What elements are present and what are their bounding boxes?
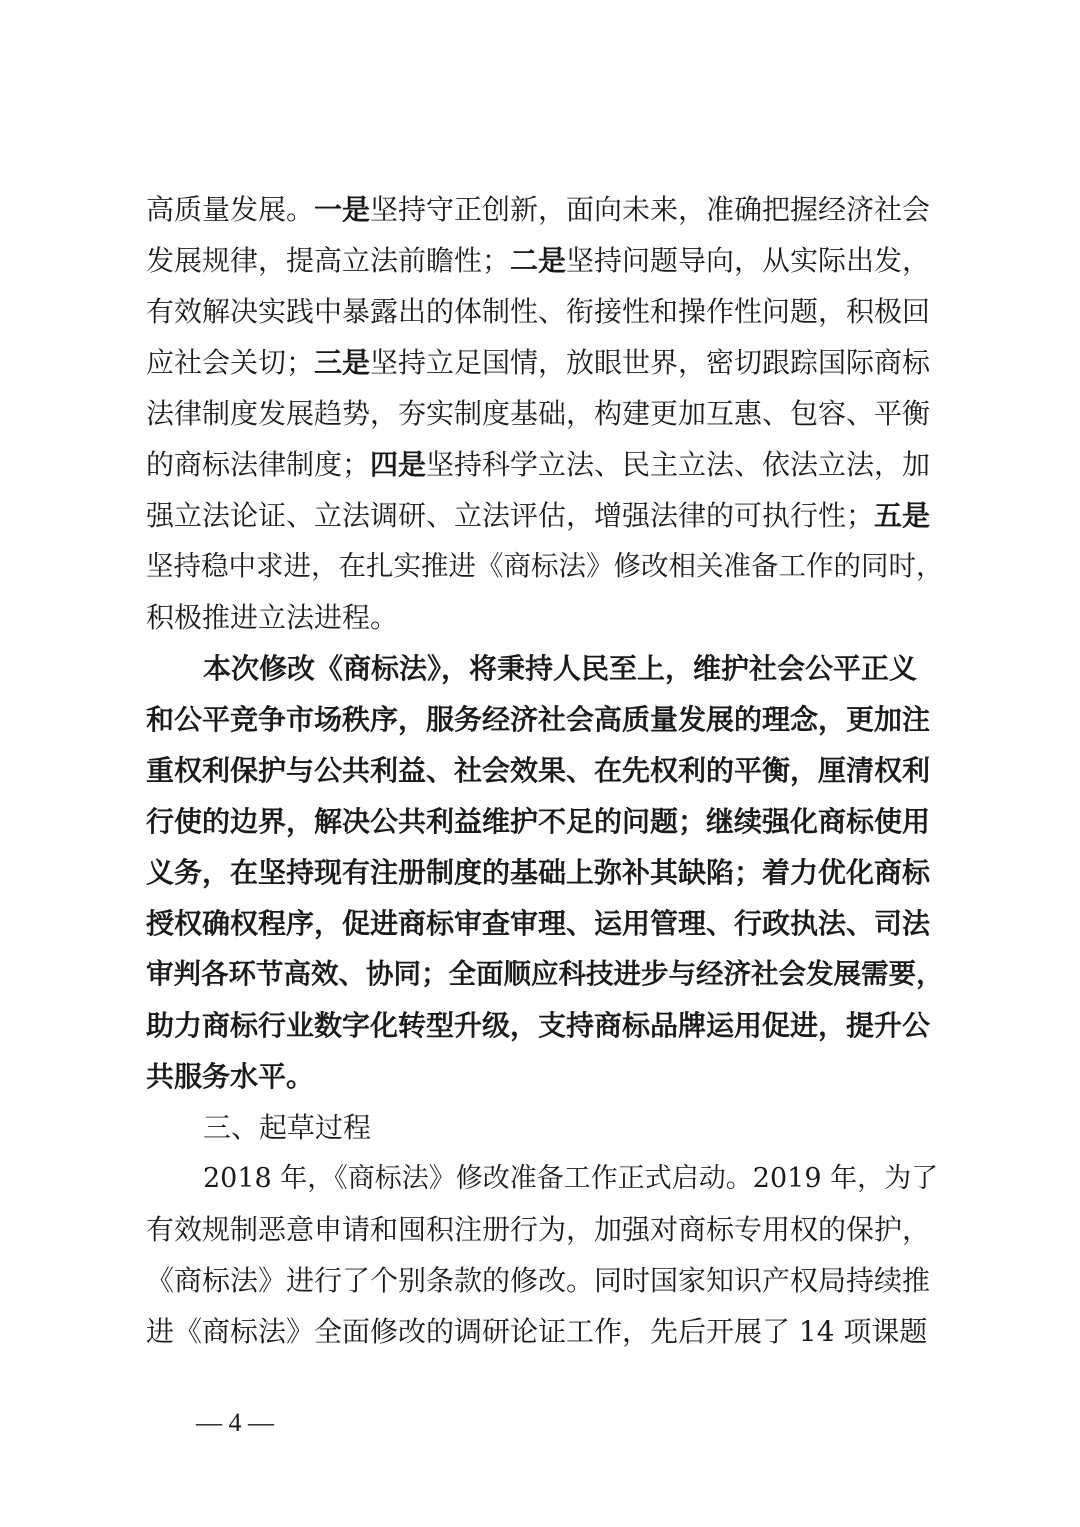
paragraph-line <box>146 184 946 235</box>
text-run: 坚持问题导向，从实际出发， <box>566 244 931 277</box>
paragraph-line: 积极推进立法进程。 <box>146 601 399 634</box>
bold-keyword: 四是 <box>370 448 427 481</box>
text-run: 坚持立足国情，放眼世界，密切跟踪国际商标 <box>370 346 931 379</box>
section-heading: 三、起草过程 <box>203 1111 372 1144</box>
text-run: 坚持科学立法、民主立法、依法立法，加 <box>426 448 931 481</box>
text-run: 应社会关切； <box>146 346 315 379</box>
text-run: 坚持守正创新，面向未来，准确把握经济社会 <box>370 193 931 226</box>
bold-paragraph-line: 本次修改《商标法》，将秉持人民至上，维护社会公平正义 <box>203 652 918 685</box>
text-run: 的商标法律制度； <box>146 448 371 481</box>
bold-keyword: 一是 <box>314 193 371 226</box>
document-body <box>146 184 946 1357</box>
bold-keyword: 二是 <box>510 244 567 277</box>
bold-paragraph-line: 授权确权程序，促进商标审查审理、运用管理、行政执法、司法 <box>146 907 931 940</box>
paragraph-line <box>146 490 946 541</box>
paragraph-line: 法律制度发展趋势，夯实制度基础，构建更加互惠、包容、平衡 <box>146 397 931 430</box>
bold-keyword: 三是 <box>314 346 371 379</box>
bold-paragraph-line: 行使的边界，解决公共利益维护不足的问题；继续强化商标使用 <box>146 805 931 838</box>
bold-paragraph-line: 义务，在坚持现有注册制度的基础上弥补其缺陷；着力优化商标 <box>146 856 931 889</box>
text-run: 高质量发展。 <box>146 193 315 226</box>
bold-paragraph-line: 共服务水平。 <box>146 1060 315 1093</box>
bold-paragraph-line: 助力商标行业数字化转型升级，支持商标品牌运用促进，提升公 <box>146 1009 931 1042</box>
page-number: — 4 — <box>196 1408 274 1437</box>
paragraph-line: 2018 年，《商标法》修改准备工作正式启动。2019 年，为了 <box>203 1163 939 1194</box>
paragraph-line <box>146 235 946 286</box>
bold-paragraph-line: 和公平竞争市场秩序，服务经济社会高质量发展的理念，更加注 <box>146 703 931 736</box>
paragraph-line: 有效解决实践中暴露出的体制性、衔接性和操作性问题，积极回 <box>146 295 931 328</box>
paragraph-line: 坚持稳中求进，在扎实推进《商标法》修改相关准备工作的同时， <box>146 550 944 582</box>
paragraph-line: 《商标法》进行了个别条款的修改。同时国家知识产权局持续推 <box>146 1264 931 1297</box>
bold-paragraph-line: 重权利保护与公共利益、社会效果、在先权利的平衡，厘清权利 <box>146 754 931 787</box>
paragraph-line <box>146 337 946 388</box>
paragraph-line: 有效规制恶意申请和囤积注册行为，加强对商标专用权的保护， <box>146 1213 931 1246</box>
paragraph-line <box>146 439 946 490</box>
paragraph-line: 进《商标法》全面修改的调研论证工作，先后开展了 14 项课题 <box>146 1315 928 1348</box>
bold-paragraph-line: 审判各环节高效、协同；全面顺应科技进步与经济社会发展需要， <box>146 958 944 990</box>
bold-keyword: 五是 <box>874 499 931 532</box>
text-run: 强立法论证、立法调研、立法评估，增强法律的可执行性； <box>146 499 875 532</box>
text-run: 发展规律，提高立法前瞻性； <box>146 244 511 277</box>
